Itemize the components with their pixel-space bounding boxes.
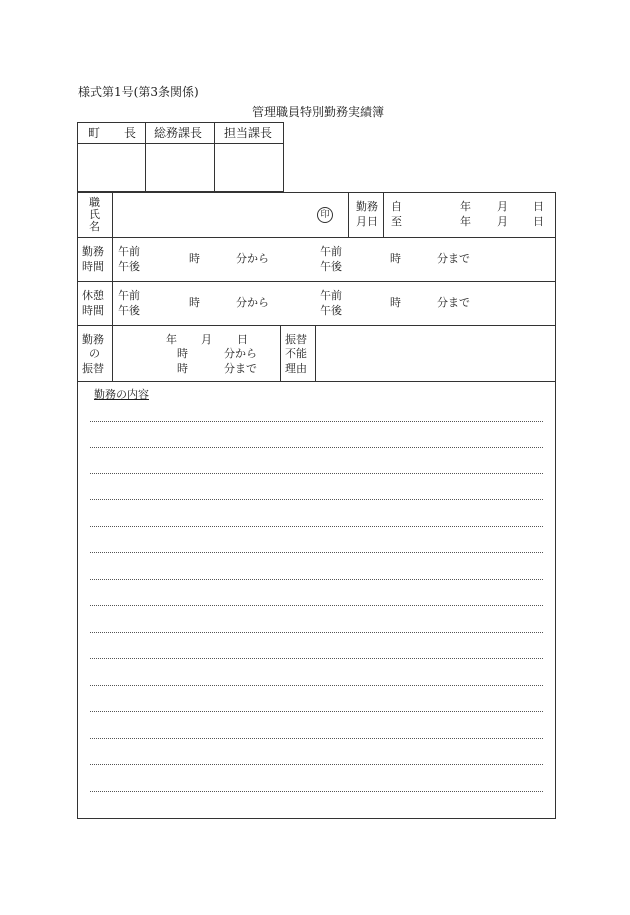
seal-icon: 印: [317, 207, 333, 223]
substitute-end-hour-label: 時: [177, 362, 188, 375]
reason-label-1: 振替: [285, 333, 307, 346]
from-year-label: 年: [460, 200, 471, 213]
approval-stamp-box-section-chief[interactable]: [215, 145, 283, 191]
substitute-label-1: 勤務: [82, 333, 104, 346]
substitute-label-3: 振替: [82, 362, 104, 375]
from-month-label: 月: [497, 200, 508, 213]
approval-stamp-box-mayor[interactable]: [78, 145, 144, 191]
substitute-year-label: 年: [166, 333, 177, 346]
date-to-label: 至: [391, 215, 402, 228]
break-time-label-2: 時間: [82, 304, 104, 317]
substitute-reason-field[interactable]: [317, 327, 554, 380]
page-title: 管理職員特別勤務実績簿: [252, 105, 385, 119]
break-time-label-1: 休憩: [82, 289, 104, 302]
work-start-hour-label: 時: [189, 252, 200, 265]
work-start-pm-label: 午後: [118, 260, 140, 273]
content-heading: 勤務の内容: [94, 388, 149, 401]
name-label-2: 氏: [89, 208, 100, 221]
name-label-1: 職: [89, 196, 100, 209]
break-end-pm-label: 午後: [320, 304, 342, 317]
substitute-end-minute-label: 分まで: [224, 362, 257, 375]
break-end-am-label: 午前: [320, 289, 342, 302]
substitute-start-hour-label: 時: [177, 347, 188, 360]
substitute-month-label: 月: [201, 333, 212, 346]
work-time-label-2: 時間: [82, 260, 104, 273]
to-year-label: 年: [460, 215, 471, 228]
substitute-start-minute-label: 分から: [224, 347, 257, 360]
reason-label-2: 不能: [285, 347, 307, 360]
from-day-label: 日: [533, 200, 544, 213]
break-end-minute-label: 分まで: [437, 296, 470, 309]
approval-header-section-chief: 担当課長: [224, 126, 273, 140]
approval-header-mayor: 町 長: [88, 126, 137, 140]
substitute-label-2: の: [89, 347, 100, 360]
approval-stamp-box-general-affairs[interactable]: [146, 145, 213, 191]
work-end-minute-label: 分まで: [437, 252, 470, 265]
break-end-hour-label: 時: [390, 296, 401, 309]
break-start-am-label: 午前: [118, 289, 140, 302]
work-end-hour-label: 時: [390, 252, 401, 265]
to-day-label: 日: [533, 215, 544, 228]
work-date-label-1: 勤務: [356, 200, 378, 213]
name-field[interactable]: [114, 194, 314, 236]
break-start-hour-label: 時: [189, 296, 200, 309]
date-from-label: 自: [391, 200, 402, 213]
work-end-pm-label: 午後: [320, 260, 342, 273]
substitute-day-label: 日: [237, 333, 248, 346]
name-label-3: 名: [89, 220, 100, 233]
work-time-label-1: 勤務: [82, 245, 104, 258]
work-date-label-2: 月日: [356, 215, 378, 228]
reason-label-3: 理由: [285, 362, 307, 375]
form-number: 様式第1号(第3条関係): [78, 85, 199, 99]
break-start-pm-label: 午後: [118, 304, 140, 317]
work-start-am-label: 午前: [118, 245, 140, 258]
work-start-minute-label: 分から: [236, 252, 269, 265]
work-end-am-label: 午前: [320, 245, 342, 258]
approval-header-general-affairs: 総務課長: [154, 126, 203, 140]
break-start-minute-label: 分から: [236, 296, 269, 309]
main-form: [77, 192, 556, 819]
to-month-label: 月: [497, 215, 508, 228]
